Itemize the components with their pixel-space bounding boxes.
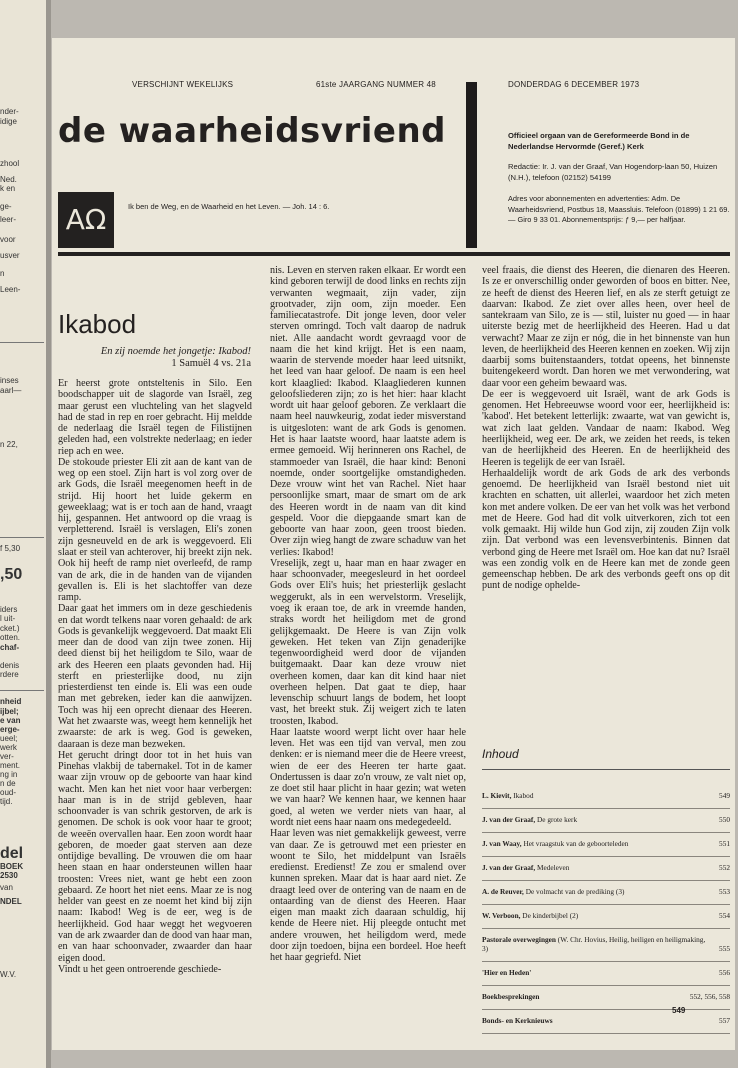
toc-title: De kinderbijbel (2) (522, 911, 579, 920)
toc-page: 549 (719, 791, 730, 800)
toc-entry (482, 791, 541, 800)
quote-reference: 1 Samuël 4 vs. 21a (171, 358, 251, 369)
toc-title: De grote kerk (537, 815, 578, 824)
header-rule (58, 252, 730, 256)
spine-fragment: chaf- (0, 643, 20, 652)
spine-fragment: inses (0, 376, 19, 385)
spine-fragment: n de (0, 779, 16, 788)
subscription-address: Adres voor abonnementen en advertenties: Adm. De Waarheidsvriend, Postbus 18, Maassluis. Telefoon (01899) 1 21 69. — Giro 9 33 01. Abonnementsprijs: ƒ 9,— per halfjaar. (508, 194, 730, 225)
paragraph: De eer is weggevoerd uit Israël, want de ark Gods is genomen. Het Hebreeuwse woord voor eer, heerlijkheid is: 'kabod'. Het betekent letterlijk: zwaarte, wat van gewicht is, wat zich laat gelden. Vandaar de naam: Ikabod. Weg heerlijkheid, weg eer. De ark, we zeiden het reeds, is teken van de heerlijkheid des Heeren. En de heerlijkheid des Heeren is tegelijk de eer van Israël. (482, 388, 730, 468)
toc-page: 553 (719, 887, 730, 896)
spine-fragment: NDEL (0, 897, 22, 906)
toc-title: Ikabod (513, 791, 534, 800)
toc-entry (482, 815, 585, 824)
alpha-omega-logo (58, 192, 114, 248)
masthead-divider-bar (466, 82, 477, 248)
toc-author: J. van der Graaf, (482, 863, 536, 872)
spine-fragment: denis (0, 661, 20, 670)
toc-page: 551 (719, 839, 730, 848)
spine-fragment: f 5,30 (0, 544, 21, 553)
spine-fragment: nder- (0, 107, 19, 116)
spine-fragment: aarl— (0, 386, 22, 395)
spine-fragment: usver (0, 251, 20, 260)
spine-fragment: rdere (0, 670, 19, 679)
toc-author: W. Verboon, (482, 911, 521, 920)
spine-fragment: ge- (0, 202, 12, 211)
toc-row (482, 857, 730, 881)
spine-fragment: ng in (0, 770, 18, 779)
toc-row (482, 785, 730, 809)
toc-entry (482, 1016, 561, 1025)
paragraph: Het gerucht dringt door tot in het huis van Pinehas vlakbij de tabernakel. Tot in de kamer waar zijn vrouw op de geboorte van haar kind wacht. Men kan het niet voor haar verbergen: haar man is in de strijd gebleven, haar schoonvader is van schrik gestorven, de ark is genomen. De schok is ook voor haar te groot; de weeën overvallen haar. Een zoon wordt haar geboren, de moeder gaat sterven aan deze ontijdige bevalling. De vrouwen die om haar heen staan en haar ondersteunen willen haar troosten: Vrees niet, want ge hebt een zoon gebaard. Ze hoort het niet eens. Maar ze is nog helder van geest en ze noemt het kind bij zijn naam: Ikabod! Weg is de eer, weg is de heerlijkheid. God haar weggt het wegvoeren van de ark zwaarder dan de dood van haar man, en van haar schoonvader, zwaarder dan haar eigen dood. (58, 749, 252, 964)
paragraph: Vreselijk, zegt u, haar man en haar zwager en haar schoonvader, meegesleurd in het oordeel Gods over Eli's huis; het priesterlijk geslacht weggerukt, als in een wervelstorm. Vreselijk, voeg ik eraan toe, de ark in vreemde handen, straks wordt het heiligdom met de grond gelijkgemaakt. De Heere is van Zijn volk geweken. Het teken van Zijn genaderijke tegenwoordigheid werd door de vijanden buitgemaakt. Daar kan deze vrouw niet overheen komen, daar kan dit kind haar niet overheen helpen. Dat gaat te diep, haar levenschip schuurt langs de bodem, het loopt vast, het breekt stuk. Zij weigert zich te laten troosten, Ikabod. (270, 557, 466, 727)
spine-fragment: ver- (0, 752, 14, 761)
spine-fragment: zhool (0, 159, 20, 168)
toc-page: 552, 556, 558 (689, 992, 730, 1001)
paragraph: Er heerst grote ontsteltenis in Silo. Een boodschapper uit de slagorde van Israël, zeg maar gerust een vluchteling van het slagveld had de stad in rep en roer gebracht. Hij meldde de nederlaag die Israël tegen de Filistijnen geleden had, een volstrekte nederlaag; en ieder riep ach en wee. (58, 378, 252, 457)
toc-page: 555 (719, 944, 730, 953)
article-title: Ikabod (58, 309, 137, 339)
page-edge (46, 0, 51, 1068)
toc-entry (482, 887, 632, 896)
table-of-contents (482, 785, 730, 1034)
toc-entry (482, 863, 577, 872)
toc-row (482, 986, 730, 1010)
spine-rule (0, 537, 44, 538)
toc-title: De volmacht van de prediking (3) (525, 887, 625, 896)
article-column-3 (482, 265, 730, 592)
toc-author: Boekbesprekingen (482, 992, 540, 1001)
spine-fragment: Ned. (0, 175, 17, 184)
spine-fragment: van (0, 883, 13, 892)
editorial-address: Redactie: Ir. J. van der Graaf, Van Hogendorp-laan 50, Huizen (N.H.), telefoon (02152) 54199 (508, 162, 718, 183)
spine-fragment: ment. (0, 761, 21, 770)
spine-fragment: Leen- (0, 285, 21, 294)
spine-fragment: otten. (0, 633, 21, 642)
spine-fragment: BOEK (0, 862, 24, 871)
toc-author: L. Kievit, (482, 791, 512, 800)
newspaper-page (52, 38, 735, 1050)
toc-author: A. de Reuver, (482, 887, 524, 896)
toc-row (482, 1010, 730, 1034)
volume-label: 61ste JAARGANG NUMMER 48 (316, 80, 436, 89)
toc-row (482, 905, 730, 929)
toc-title: Het vraagstuk van de geboorteleden (523, 839, 629, 848)
toc-row (482, 881, 730, 905)
toc-page: 552 (719, 863, 730, 872)
page-number: 549 (672, 1006, 686, 1015)
masthead-title: de waarheidsvriend (58, 111, 446, 151)
spine-fragment: cket.) (0, 624, 20, 633)
toc-author: Bonds- en Kerknieuws (482, 1016, 553, 1025)
spine-fragment: k en (0, 184, 16, 193)
spine-fragment: ueel; (0, 734, 18, 743)
toc-page: 550 (719, 815, 730, 824)
article-scripture-quote (58, 346, 251, 370)
paragraph: Haar laatste woord werpt licht over haar hele leven. Het was een tijd van verval, men zou denken: er is niemand meer die de Heere vreest, wien de eer des Heeren ter harte gaat. Ondertussen is daar zo'n vrouw, ze valt niet op, ze doet stil haar plicht in haar gezin; wat weten we van haar? We kennen haar, we kennen haar goed, al weten we verder niets van haar, al wordt niet eens haar naam ons medegedeeld. (270, 726, 466, 829)
motto: Ik ben de Weg, en de Waarheid en het Leven. — Joh. 14 : 6. (128, 202, 330, 211)
paragraph: Herhaaldelijk wordt de ark Gods de ark des verbonds genoemd. De heerlijkheid van Israël bestond niet uit krachten en schatten, uit allerlei, waardoor het zich meten kon met andere volken. De eer van het volk was het verbond met de Heere. God had dit volk uitverkoren, zich tot een volk gemaakt. Hij wilde hun God zijn, zij zouden Zijn volk zijn. Dat verbond was een levensverbintenis. Binnen dat verbond ging de Heere met Israël om. Hoe kan dat nu? Israël was een zondig volk en de Heere kan met de zonde geen gemeenschap hebben. De ark des verbonds geeft ons op dit punt de nodige ophelde- (482, 467, 730, 592)
spine-fragment: ,50 (0, 567, 23, 583)
toc-page: 556 (719, 968, 730, 977)
spine-fragment: l uit- (0, 614, 16, 623)
toc-row (482, 929, 730, 962)
spine-fragment: leer- (0, 215, 17, 224)
spine-fragment: werk (0, 743, 17, 752)
weekly-label: VERSCHIJNT WEKELIJKS (132, 80, 234, 89)
spine-fragment: tijd. (0, 797, 13, 806)
toc-author: Pastorale overwegingen (482, 935, 556, 944)
spine-fragment: nheid (0, 697, 22, 706)
alpha-omega-icon: ΑΩ (65, 203, 107, 236)
toc-page: 554 (719, 911, 730, 920)
spine-fragment: voor (0, 235, 16, 244)
paragraph: Vindt u het geen ontroerende geschiede- (58, 963, 222, 975)
date-label: DONDERDAG 6 DECEMBER 1973 (508, 80, 640, 89)
toc-entry (482, 968, 539, 977)
spine-fragment: n (0, 269, 5, 278)
spine-fragment: del (0, 846, 24, 862)
paragraph: Haar leven was niet gemakkelijk geweest, verre van daar. Ze is getrouwd met een priester en woont te Silo, het middelpunt van Israëls eredienst. Eredienst! Ze zou er smalend over kunnen spreken. Maar dat is haar aard niet. Ze draagt leed over de ontering van de naam en de ontaarding van de dienst des Heeren. Haar eigen man maakt zich daaraan schuldig, hij kende de Heere niet. Hij pleegde ontucht met andere vrouwen, het heiligdom werd, mede door zijn toedoen, bijna een bordeel. Hoe heeft het haar gegriefd. Niet (270, 828, 466, 964)
toc-entry (482, 839, 636, 848)
toc-page: 557 (719, 1016, 730, 1025)
paragraph: nis. Leven en sterven raken elkaar. Er wordt een kind geboren terwijl de dood links en rechts zijn verwanten wegmaait, zijn vader, zijn grootvader, zijn oom, zijn moeder. Een familiecatastrofe. Dit jonge leven, door veler sterven omringd. Toch valt daarop de nadruk niet. Alle aandacht wordt gevraagd voor de naam die het kind krijgt. Het is een naam, waarin de stervende moeder haar leed uitsnikt, het leed van haar geloof. De naam is een heel kort klaaglied: Ikabod. Klaagliederen kunnen geloofsliederen zijn; zo is het hier: haar klacht wordt uit haar geloof geboren. Ze verklaart die naam heel nauwkeurig, zodat ieder misverstand is uitgesloten: want de ark Gods is genomen. Het is haar laatste woord, haar laatste adem is ermee gemoeid. Wij herinneren ons Rachel, de stammoeder van Israël, die haar kind: Benoni noemde, onder soortgelijke omstandigheden. Deze vrouw wint het van Rachel. Niet haar persoonlijke smart, maar de smart om de ark des Heeren wordt in de naam van dit kind gespeld. Voor die diepgaande smart kan de geboorte van haar zoon, geen troost bieden. Over zijn wieg hangt de zware schaduw van het verlies: Ikabod! (270, 265, 466, 558)
article-column-1 (58, 378, 252, 975)
spine-rule (0, 690, 44, 691)
spine-fragment: W.V. (0, 970, 17, 979)
toc-entry (482, 935, 719, 953)
spine-fragment: iders (0, 605, 18, 614)
official-organ-text: Officieel orgaan van de Gereformeerde Bond in de Nederlandse Hervormde (Geref.) Kerk (508, 131, 690, 152)
spine-rule (0, 342, 44, 343)
spine-fragment: 2530 (0, 871, 18, 880)
paragraph: De stokoude priester Eli zit aan de kant van de weg op een stoel. Zijn hart is vol zorg over de ark Gods, die Israël meegenomen heeft in de strijd. Hij hoort het luide gekerm en geweeklaag; wat is er toch aan de hand, vraagt hij, gespannen. Het antwoord op die vraag is verpletterend. Israël is verslagen, Eli's zonen zijn gesneuveld en de ark is weggevoerd. Eli slaat er steil van achterover, hij breekt zijn nek. Ook hij heeft de ramp niet overleefd, de ramp van de ark, die in de handen van de vijanden gevallen is. Eli is het slachtoffer van deze ramp. (58, 456, 252, 604)
spine-fragment: idige (0, 117, 17, 126)
toc-title: (W. Chr. Hovius, Heilig, heiligen en heiligmaking, 3) (482, 935, 706, 953)
paragraph: veel fraais, die dienst des Heeren, die dienaren des Heeren. Is ze er onverschillig onder geworden of boos en bitter. Nee, ze heeft de dienst des Heeren lief, en als ze sterft getuigt ze daarvan: Ikabod. Ze ziet over alles heen, over heel de santekraam van Silo, ze is — stil, luister nu goed — in haar uiterste bezig met de heerlijkheid des Heeren. Had u dat verwacht? Maar ze zijn er nóg, die in het binnenste van hun leven, de heerlijkheid des Heeren kennen en zoeken. Wij zijn daarbij soms buitenstaanders, totdat opeens, het binnenste buitengekeerd wordt. Dan horen we met verwondering, wat daar voor een geheim bewaard was. (482, 265, 730, 389)
paragraph: Daar gaat het immers om in deze geschiedenis en dat wordt telkens naar voren gehaald: de ark Gods is gevankelijk weggevoerd. Dat maakt Eli meer dan de dood van zijn twee zonen. Hij deed dienst bij het heiligdom te Silo, waar de ark des Heeren een plaats gevonden had. Hij sterft en priesterlijke dood, nu zijn priesterdienst ten einde is. Eli was een oude man met gebreken, ieder kan die aanwijzen. Toch was hij een oprecht dienaar des Heeren. Wat het zwaarste was, weegt hem kennelijk het zwaarste: de ark is weg. God is geweken, daaraan is deze man bezweken. (58, 603, 252, 750)
toc-author: 'Hier en Heden' (482, 968, 532, 977)
toc-row (482, 809, 730, 833)
quote-text: En zij noemde het jongetje: Ikabod! (100, 346, 251, 357)
spine-fragment: e van (0, 716, 21, 725)
toc-row (482, 962, 730, 986)
toc-author: J. van der Graaf, (482, 815, 536, 824)
article-column-2 (270, 265, 466, 963)
spine-fragment: n 22, (0, 440, 18, 449)
spine-fragment: erge- (0, 725, 20, 734)
spine-fragment: oud- (0, 788, 17, 797)
toc-entry (482, 911, 586, 920)
toc-title: Medeleven (537, 863, 570, 872)
inhoud-rule (482, 769, 730, 770)
toc-row (482, 833, 730, 857)
toc-entry (482, 992, 547, 1001)
inhoud-heading: Inhoud (482, 747, 519, 761)
toc-author: J. van Waay, (482, 839, 522, 848)
spine-fragment: ijbel; (0, 707, 19, 716)
